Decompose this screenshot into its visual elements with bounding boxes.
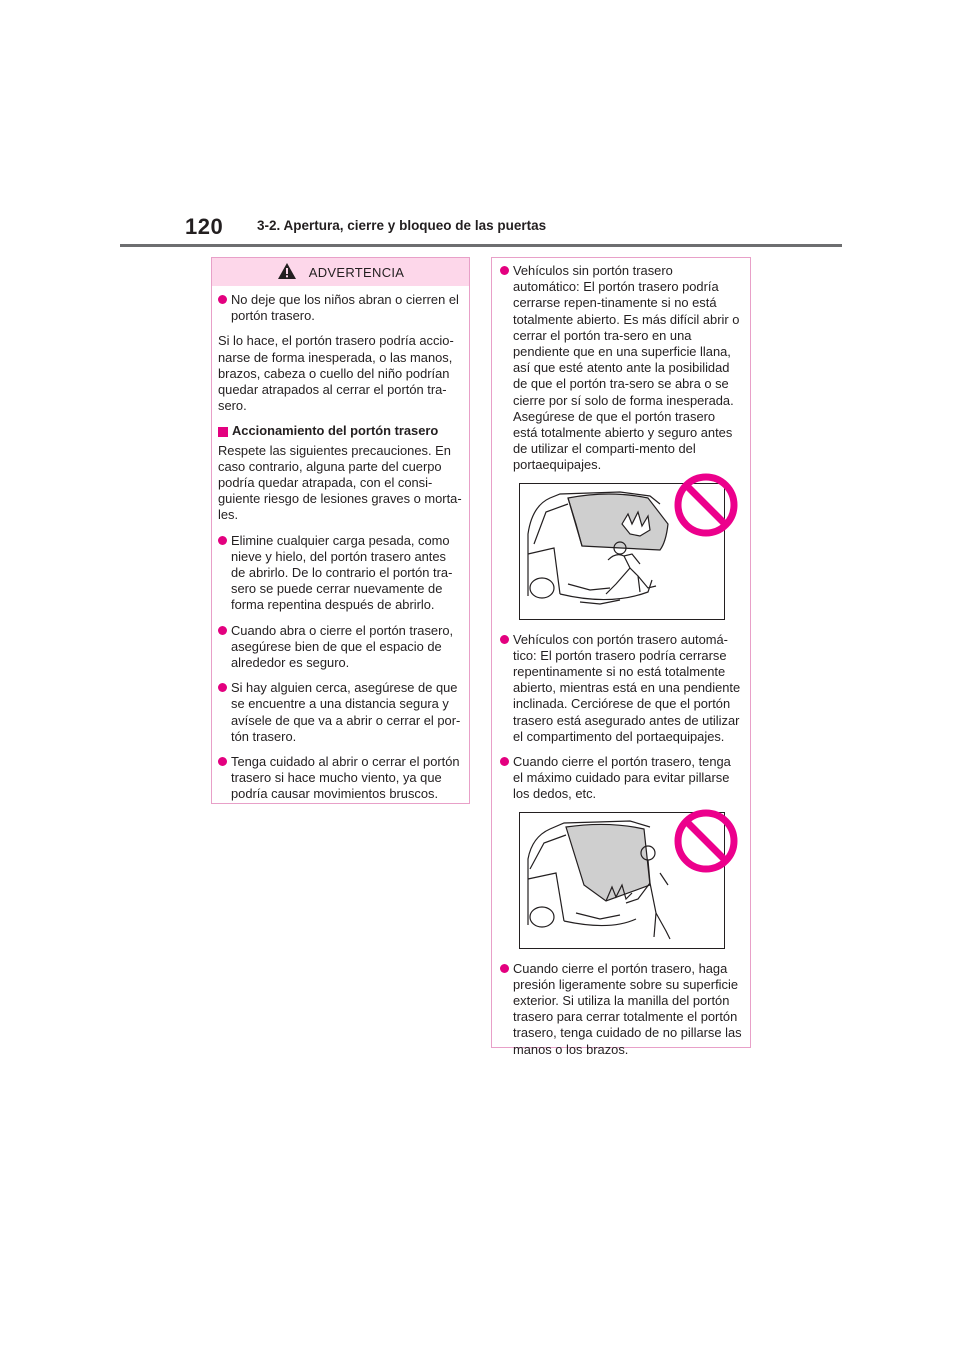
prohibition-sign-icon <box>673 808 739 874</box>
header-divider <box>120 244 842 247</box>
list-item <box>218 680 463 745</box>
warning-header <box>212 258 469 286</box>
paragraph: Si lo hace, el portón trasero podría accio-narse de forma inesperada, o las manos, brazos, cabeza o cuello del niño podrían quedar atrapados al cerrar el portón tra-sero. <box>218 333 454 414</box>
list-item <box>500 961 742 1058</box>
prohibition-sign-icon <box>673 472 739 538</box>
warning-title: ADVERTENCIA <box>308 264 405 280</box>
bullet-text: Vehículos sin portón trasero automático: El portón trasero podría cerrarse repen-tinamente si no está totalmente abierto. Es más difícil abrir o cerrar el portón tra-sero en una pendiente que en una superficie llana, así que esté atento ante la posibilidad de que el portón tra-sero se abra o se cierre por sí solo de forma inesperada. Asegúrese de que el portón trasero está totalmente abierto y seguro antes de utilizar el comparti-mento del portaequipajes. <box>513 263 740 473</box>
list-item <box>218 292 463 324</box>
list-item <box>218 754 463 803</box>
paragraph: Respete las siguientes precauciones. En caso contrario, alguna parte del cuerpo podría quedar atrapada, con el consi-guiente riesgo de lesiones graves o morta-les. <box>218 442 462 523</box>
list-item <box>500 263 742 474</box>
bullet-dot-icon <box>218 757 227 766</box>
list-item <box>500 632 742 745</box>
warning-triangle-icon <box>277 262 297 283</box>
bullet-dot-icon <box>218 536 227 545</box>
bullet-text: Tenga cuidado al abrir o cerrar el portón trasero si hace mucho viento, ya que podría causar movimientos bruscos. <box>231 754 460 802</box>
bullet-dot-icon <box>218 295 227 304</box>
bullet-dot-icon <box>218 626 227 635</box>
bullet-dot-icon <box>500 964 509 973</box>
subheading <box>218 423 463 439</box>
subheading-text: Accionamiento del portón trasero <box>232 423 439 439</box>
bullet-text: No deje que los niños abran o cierren el portón trasero. <box>231 292 459 324</box>
bullet-text: Vehículos con portón trasero automá-tico: El portón trasero podría cerrarse repentinamente si no está totalmente abierto, mientras está en una pendiente inclinada. Cerciórese de que el portón trasero está asegurado antes de utilizar el compartimento del portaequipajes. <box>513 631 741 744</box>
bullet-text: Cuando abra o cierre el portón trasero, asegúrese bien de que el espacio de alrededor es seguro. <box>231 622 454 671</box>
warning-box-right <box>491 257 751 1057</box>
section-title: 3-2. Apertura, cierre y bloqueo de las puertas <box>257 218 547 233</box>
square-bullet-icon <box>218 427 228 437</box>
list-item <box>500 754 742 803</box>
page-number: 120 <box>185 214 224 239</box>
bullet-dot-icon <box>218 683 227 692</box>
bullet-text: Cuando cierre el portón trasero, tenga el máximo cuidado para evitar pillarse los dedos, etc. <box>513 754 731 802</box>
bullet-text: Si hay alguien cerca, asegúrese de que se encuentre a una distancia segura y avísele de que va a abrir o cerrar el por-tón trasero. <box>231 680 461 744</box>
list-item <box>218 533 463 614</box>
list-item <box>218 623 463 672</box>
bullet-text: Elimine cualquier carga pesada, como nieve y hielo, del portón trasero antes de abrirlo. De lo contrario el portón tra-sero se puede cerrar nuevamente de forma repentina después de abrirlo. <box>231 532 453 613</box>
bullet-text: Cuando cierre el portón trasero, haga presión ligeramente sobre su superficie exterior. Si utiliza la manilla del portón trasero para cerrar totalmente el portón trasero, tenga cuidado de no pillarse las manos o los brazos. <box>513 960 742 1057</box>
bullet-dot-icon <box>500 266 509 275</box>
bullet-dot-icon <box>500 757 509 766</box>
bullet-dot-icon <box>500 635 509 644</box>
warning-box-left <box>211 257 470 804</box>
